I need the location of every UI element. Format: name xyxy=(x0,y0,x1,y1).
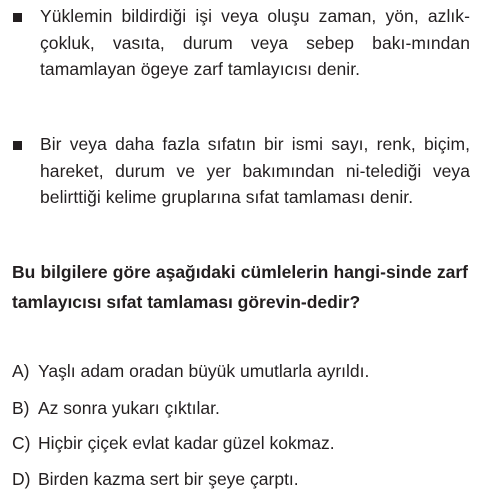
option-text: Birden kazma sert bir şeye çarptı. xyxy=(38,469,299,489)
answer-option-b[interactable] xyxy=(12,395,472,421)
option-letter: A) xyxy=(12,361,30,381)
option-letter: C) xyxy=(12,433,31,453)
info-item-text: Bir veya daha fazla sıfatın bir ismi sayı, renk, biçim, hareket, durum ve yer bakımından ni-telediği veya belirttiği kelime gruplarına sıfat tamlaması denir. xyxy=(40,134,470,207)
option-text: Yaşlı adam oradan büyük umutlarla ayrıldı. xyxy=(38,361,370,381)
answer-option-d[interactable] xyxy=(12,466,472,492)
option-letter: B) xyxy=(12,398,30,418)
answer-option-a[interactable] xyxy=(12,358,472,384)
option-letter: D) xyxy=(12,469,31,489)
info-item-text: Yüklemin bildirdiği işi veya oluşu zaman, yön, azlık-çokluk, vasıta, durum veya sebep bakı-mından tamamlayan ögeye zarf tamlayıcısı denir. xyxy=(40,6,470,79)
option-text: Hiçbir çiçek evlat kadar güzel kokmaz. xyxy=(38,433,335,453)
bullet-square-icon xyxy=(13,13,22,22)
bullet-square-icon xyxy=(13,141,22,150)
question-stem: Bu bilgilere göre aşağıdaki cümlelerin hangi-sinde zarf tamlayıcısı sıfat tamlaması görevin-dedir? xyxy=(12,262,468,312)
answer-option-c[interactable] xyxy=(12,430,472,456)
option-text: Az sonra yukarı çıktılar. xyxy=(38,398,220,418)
